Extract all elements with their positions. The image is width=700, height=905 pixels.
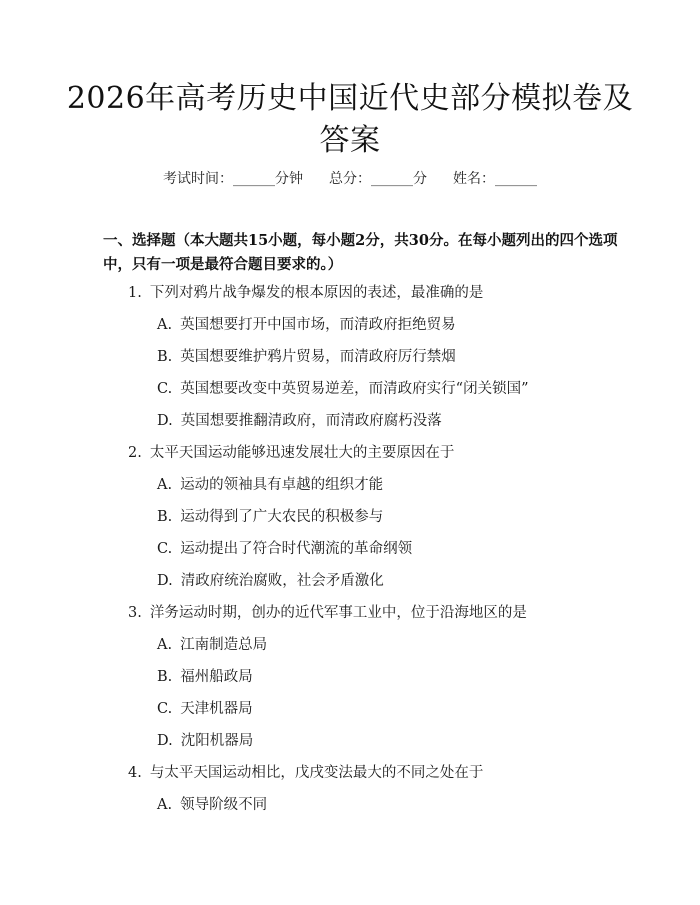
option-letter: C. bbox=[157, 381, 173, 397]
option-letter: A. bbox=[157, 477, 173, 493]
question-3 bbox=[128, 601, 527, 622]
option-text: 清政府统治腐败，社会矛盾激化 bbox=[180, 573, 384, 589]
option-letter: A. bbox=[157, 317, 173, 333]
question-3-option-a bbox=[157, 633, 267, 654]
question-2-option-b bbox=[157, 505, 383, 526]
question-4 bbox=[128, 761, 483, 782]
question-2-option-a bbox=[157, 473, 383, 494]
option-text: 福州船政局 bbox=[180, 669, 253, 685]
option-letter: D. bbox=[157, 573, 173, 589]
question-3-option-c bbox=[157, 697, 253, 718]
question-number: 4. bbox=[128, 765, 142, 781]
option-text: 沈阳机器局 bbox=[180, 733, 254, 749]
question-2-option-c bbox=[157, 537, 412, 558]
question-3-option-b bbox=[157, 665, 253, 686]
question-text: 太平天国运动能够迅速发展壮大的主要原因在于 bbox=[149, 445, 455, 461]
question-number: 2. bbox=[128, 445, 142, 461]
page-title: 2026年高考历史中国近代史部分模拟卷及答案 bbox=[66, 81, 634, 158]
question-1-option-b bbox=[157, 345, 456, 366]
option-letter: B. bbox=[157, 509, 173, 525]
option-text: 英国想要维护鸦片贸易，而清政府厉行禁烟 bbox=[180, 349, 456, 365]
exam-meta bbox=[0, 168, 700, 188]
option-text: 英国想要推翻清政府，而清政府腐朽没落 bbox=[180, 413, 442, 429]
question-text: 下列对鸦片战争爆发的根本原因的表述，最准确的是 bbox=[149, 285, 484, 301]
question-number: 1. bbox=[128, 285, 142, 301]
option-text: 英国想要改变中英贸易逆差，而清政府实行“闭关锁国” bbox=[180, 381, 529, 397]
question-1 bbox=[128, 281, 483, 302]
option-letter: C. bbox=[157, 701, 173, 717]
option-text: 英国想要打开中国市场，而清政府拒绝贸易 bbox=[180, 317, 456, 333]
option-text: 运动的领袖具有卓越的组织才能 bbox=[180, 477, 384, 493]
option-letter: B. bbox=[157, 349, 173, 365]
section-heading: 一、选择题（本大题共15小题，每小题2分，共30分。在每小题列出的四个选项中，只有一项是最符合题目要求的。） bbox=[103, 232, 618, 273]
question-4-option-a bbox=[157, 793, 267, 814]
question-2-option-d bbox=[157, 569, 384, 590]
option-letter: A. bbox=[157, 637, 173, 653]
option-letter: B. bbox=[157, 669, 173, 685]
question-1-option-a bbox=[157, 313, 456, 334]
option-letter: A. bbox=[157, 797, 173, 813]
question-number: 3. bbox=[128, 605, 142, 621]
option-text: 运动得到了广大农民的积极参与 bbox=[180, 509, 384, 525]
total-score-field: 总分：______分 bbox=[329, 171, 427, 187]
question-1-option-c bbox=[157, 377, 529, 398]
question-text: 洋务运动时期，创办的近代军事工业中，位于沿海地区的是 bbox=[149, 605, 527, 621]
option-letter: D. bbox=[157, 733, 173, 749]
option-text: 领导阶级不同 bbox=[180, 797, 268, 813]
question-3-option-d bbox=[157, 729, 253, 750]
question-2 bbox=[128, 441, 454, 462]
question-text: 与太平天国运动相比，戊戌变法最大的不同之处在于 bbox=[149, 765, 484, 781]
student-name-field: 姓名：______ bbox=[453, 171, 537, 187]
option-letter: C. bbox=[157, 541, 173, 557]
question-1-option-d bbox=[157, 409, 442, 430]
option-text: 天津机器局 bbox=[180, 701, 253, 717]
option-letter: D. bbox=[157, 413, 173, 429]
option-text: 运动提出了符合时代潮流的革命纲领 bbox=[180, 541, 413, 557]
option-text: 江南制造总局 bbox=[180, 637, 268, 653]
exam-time-field: 考试时间：______分钟 bbox=[163, 171, 303, 187]
